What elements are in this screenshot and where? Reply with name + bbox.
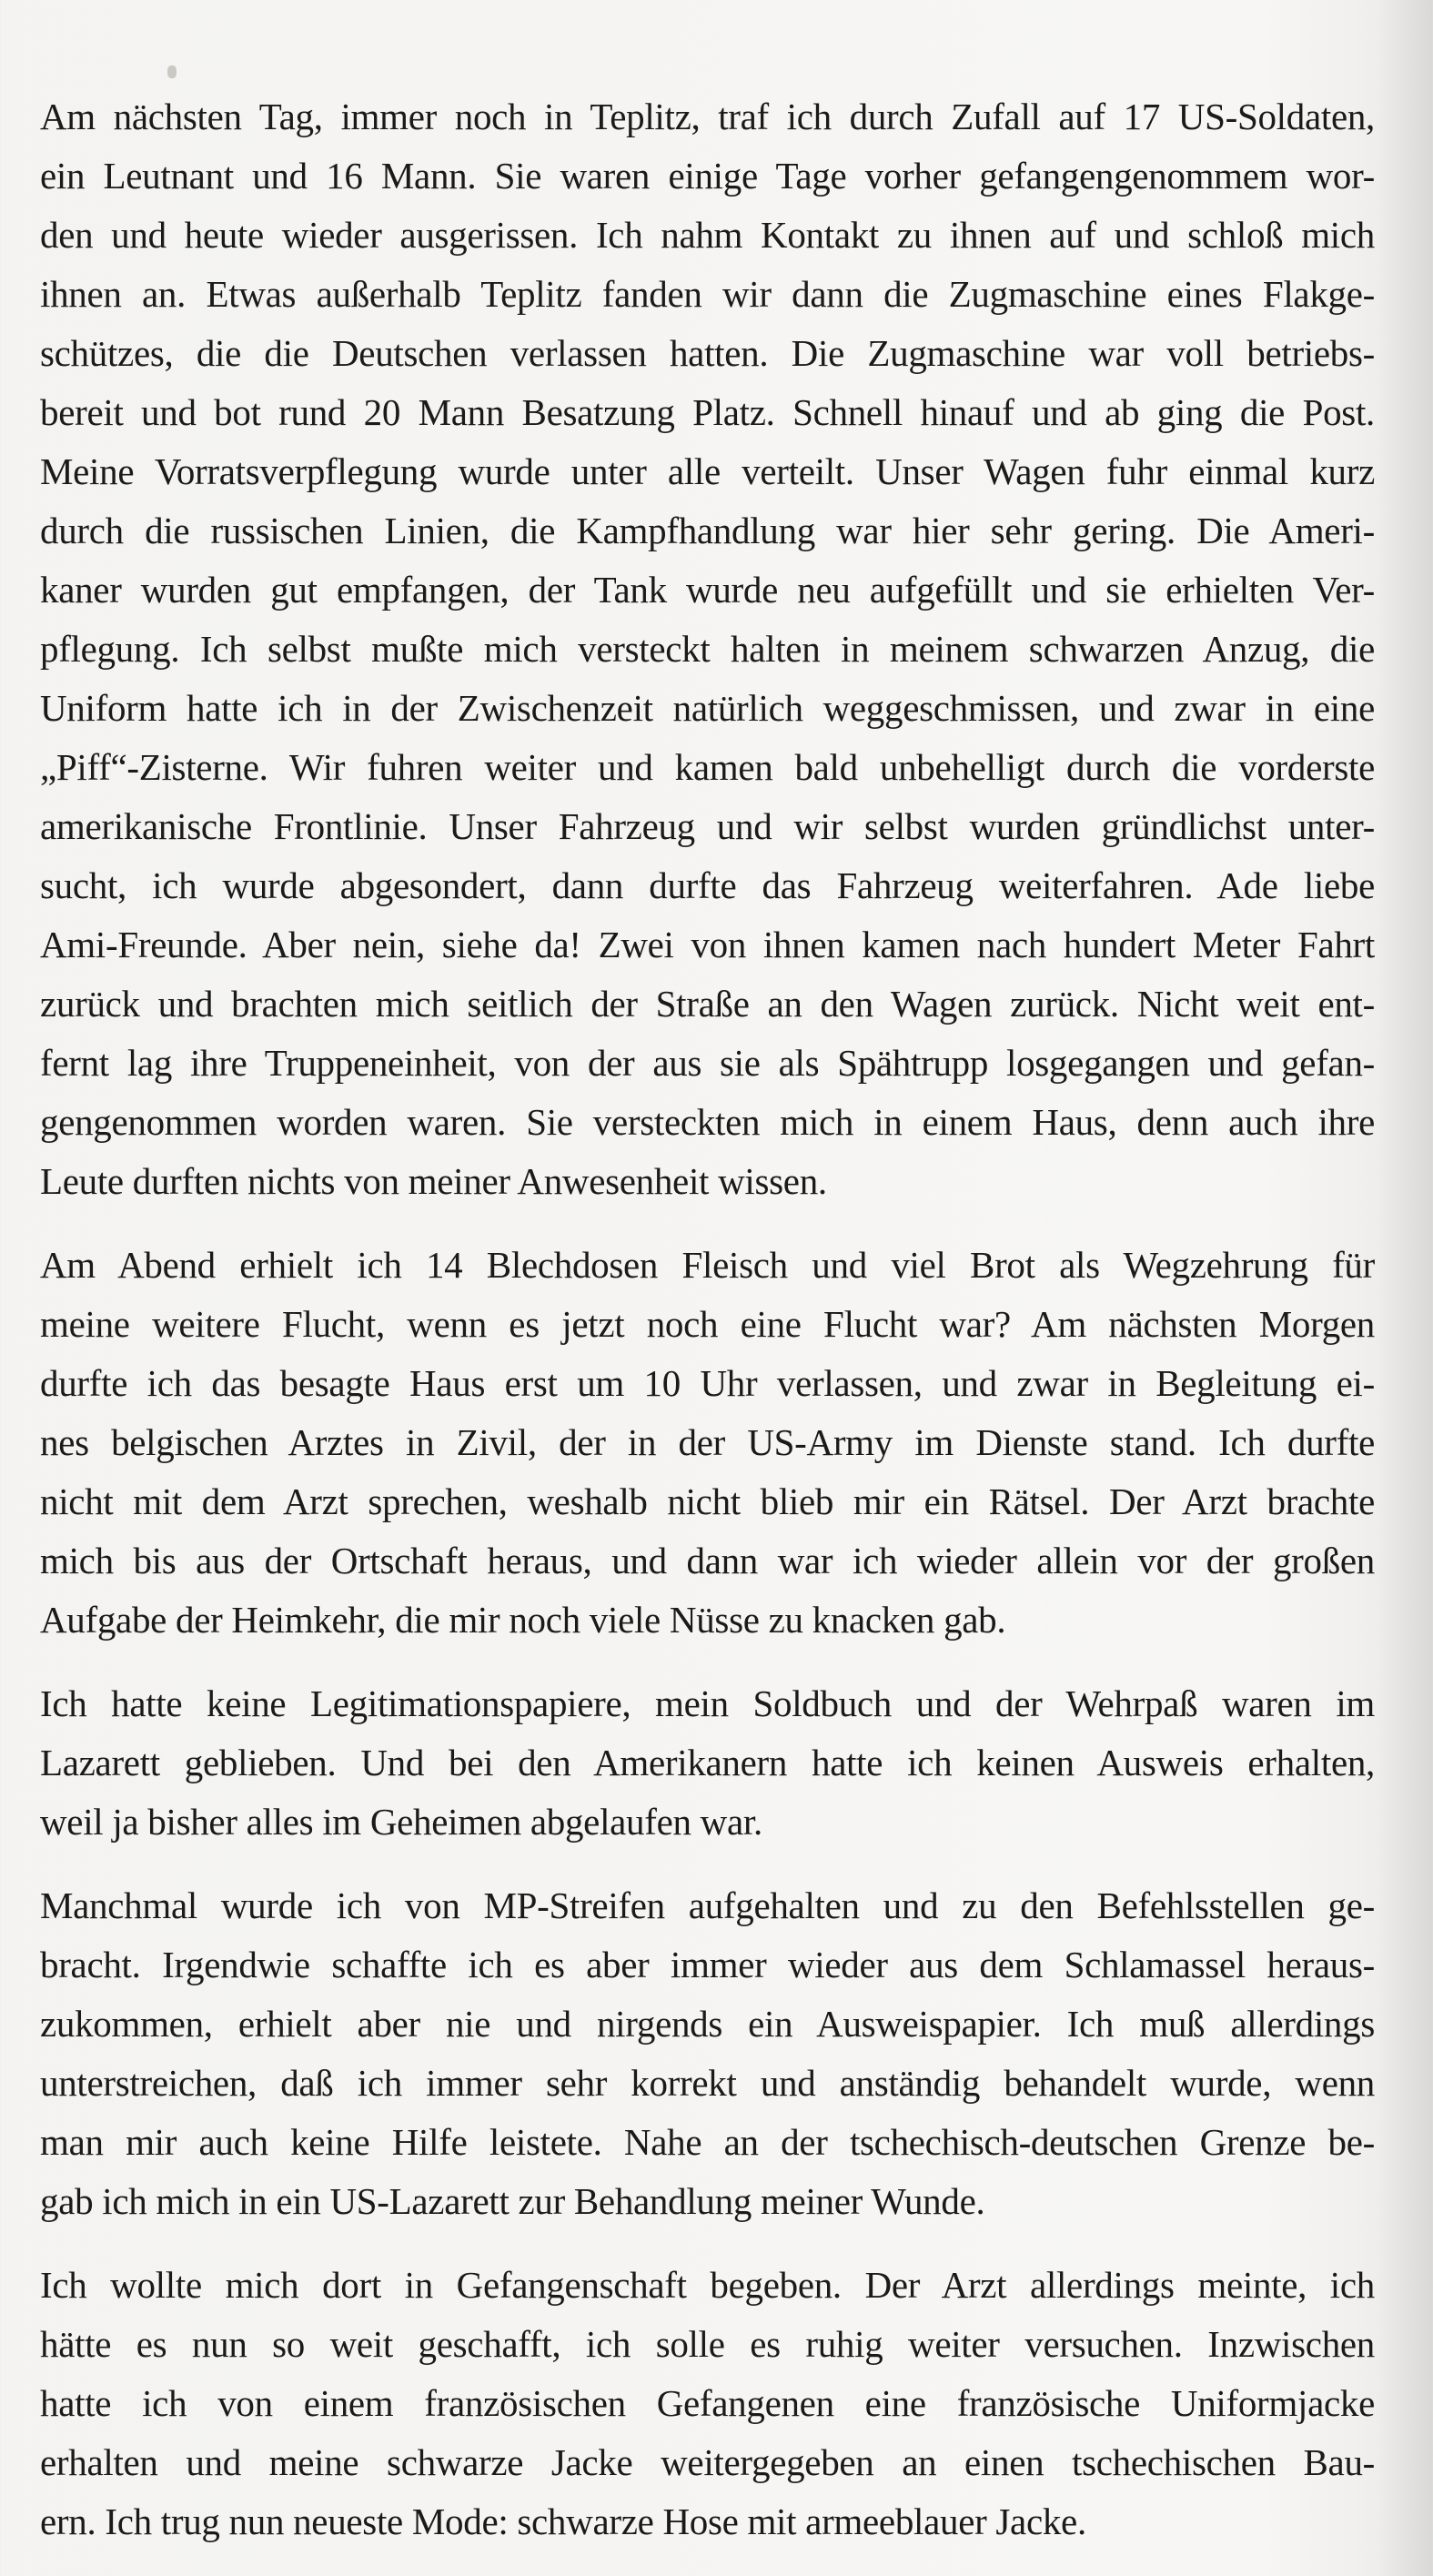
text-line: zurück und brachten mich seitlich der Straße an den Wagen zurück. Nicht weit ent- xyxy=(40,983,1375,1025)
text-line: bracht. Irgendwie schaffte ich es aber immer wieder aus dem Schlamassel heraus- xyxy=(40,1944,1375,1985)
text-line: weil ja bisher alles im Geheimen abgelaufen war. xyxy=(40,1801,762,1843)
scan-smudge xyxy=(167,66,177,78)
text-line: kaner wurden gut empfangen, der Tank wurde neu aufgefüllt und sie erhielten Ver- xyxy=(40,569,1375,611)
text-line: sucht, ich wurde abgesondert, dann durfte das Fahrzeug weiterfahren. Ade liebe xyxy=(40,864,1375,906)
text-line: durch die russischen Linien, die Kampfhandlung war hier sehr gering. Die Ameri- xyxy=(40,510,1375,551)
paragraph xyxy=(40,1674,1375,1852)
paragraph xyxy=(40,1876,1375,2231)
text-line: man mir auch keine Hilfe leistete. Nahe an der tschechisch-deutschen Grenze be- xyxy=(40,2121,1375,2163)
text-line: durfte ich das besagte Haus erst um 10 Uhr verlassen, und zwar in Begleitung ei- xyxy=(40,1362,1375,1404)
text-line: Am nächsten Tag, immer noch in Teplitz, traf ich durch Zufall auf 17 US-Soldaten, xyxy=(40,96,1375,137)
text-line: „Piff“-Zisterne. Wir fuhren weiter und kamen bald unbehelligt durch die vorderste xyxy=(40,746,1375,788)
text-line: ein Leutnant und 16 Mann. Sie waren einige Tage vorher gefangengenommem wor- xyxy=(40,155,1375,197)
text-line: Leute durften nichts von meiner Anwesenheit wissen. xyxy=(40,1160,827,1202)
paragraph xyxy=(40,87,1375,1211)
text-line: meine weitere Flucht, wenn es jetzt noch eine Flucht war? Am nächsten Morgen xyxy=(40,1303,1375,1345)
text-line: hatte ich von einem französischen Gefangenen eine französische Uniformjacke xyxy=(40,2382,1375,2424)
text-line: zukommen, erhielt aber nie und nirgends ein Ausweispapier. Ich muß allerdings xyxy=(40,2003,1375,2045)
text-line: Aufgabe der Heimkehr, die mir noch viele Nüsse zu knacken gab. xyxy=(40,1599,1006,1641)
paragraph xyxy=(40,2256,1375,2551)
paragraph xyxy=(40,1236,1375,1650)
text-line: mich bis aus der Ortschaft heraus, und dann war ich wieder allein vor der großen xyxy=(40,1540,1375,1581)
text-line: Uniform hatte ich in der Zwischenzeit natürlich weggeschmissen, und zwar in eine xyxy=(40,687,1375,729)
text-line: bereit und bot rund 20 Mann Besatzung Platz. Schnell hinauf und ab ging die Post. xyxy=(40,391,1375,433)
text-line: Lazarett geblieben. Und bei den Amerikanern hatte ich keinen Ausweis erhalten, xyxy=(40,1742,1375,1783)
text-line: Ami-Freunde. Aber nein, siehe da! Zwei von ihnen kamen nach hundert Meter Fahrt xyxy=(40,924,1375,965)
text-line: ern. Ich trug nun neueste Mode: schwarze Hose mit armeeblauer Jacke. xyxy=(40,2500,1086,2542)
text-line: den und heute wieder ausgerissen. Ich nahm Kontakt zu ihnen auf und schloß mich xyxy=(40,214,1375,256)
text-line: nicht mit dem Arzt sprechen, weshalb nicht blieb mir ein Rätsel. Der Arzt brachte xyxy=(40,1480,1375,1522)
text-line: schützes, die die Deutschen verlassen hatten. Die Zugmaschine war voll betriebs- xyxy=(40,332,1375,374)
text-line: Ich wollte mich dort in Gefangenschaft begeben. Der Arzt allerdings meinte, ich xyxy=(40,2264,1375,2306)
text-line: gengenommen worden waren. Sie versteckten mich in einem Haus, denn auch ihre xyxy=(40,1101,1375,1143)
text-line: amerikanische Frontlinie. Unser Fahrzeug und wir selbst wurden gründlichst unter- xyxy=(40,805,1375,847)
text-line: erhalten und meine schwarze Jacke weitergegeben an einen tschechischen Bau- xyxy=(40,2441,1375,2483)
text-line: unterstreichen, daß ich immer sehr korrekt und anständig behandelt wurde, wenn xyxy=(40,2062,1375,2104)
page-body-text xyxy=(40,87,1375,2576)
text-line: Ich hatte keine Legitimationspapiere, mein Soldbuch und der Wehrpaß waren im xyxy=(40,1682,1375,1724)
text-line: gab ich mich in ein US-Lazarett zur Behandlung meiner Wunde. xyxy=(40,2180,985,2222)
text-line: ihnen an. Etwas außerhalb Teplitz fanden wir dann die Zugmaschine eines Flakge- xyxy=(40,273,1375,315)
text-line: Meine Vorratsverpflegung wurde unter alle verteilt. Unser Wagen fuhr einmal kurz xyxy=(40,450,1375,492)
text-line: fernt lag ihre Truppeneinheit, von der aus sie als Spähtrupp losgegangen und gefan- xyxy=(40,1042,1375,1084)
text-line: pflegung. Ich selbst mußte mich versteckt halten in meinem schwarzen Anzug, die xyxy=(40,628,1375,670)
text-line: Am Abend erhielt ich 14 Blechdosen Fleisch und viel Brot als Wegzehrung für xyxy=(40,1244,1375,1286)
text-line: hätte es nun so weit geschafft, ich solle es ruhig weiter versuchen. Inzwischen xyxy=(40,2323,1375,2365)
text-line: Manchmal wurde ich von MP-Streifen aufgehalten und zu den Befehlsstellen ge- xyxy=(40,1884,1375,1926)
text-line: nes belgischen Arztes in Zivil, der in der US-Army im Dienste stand. Ich durfte xyxy=(40,1421,1375,1463)
